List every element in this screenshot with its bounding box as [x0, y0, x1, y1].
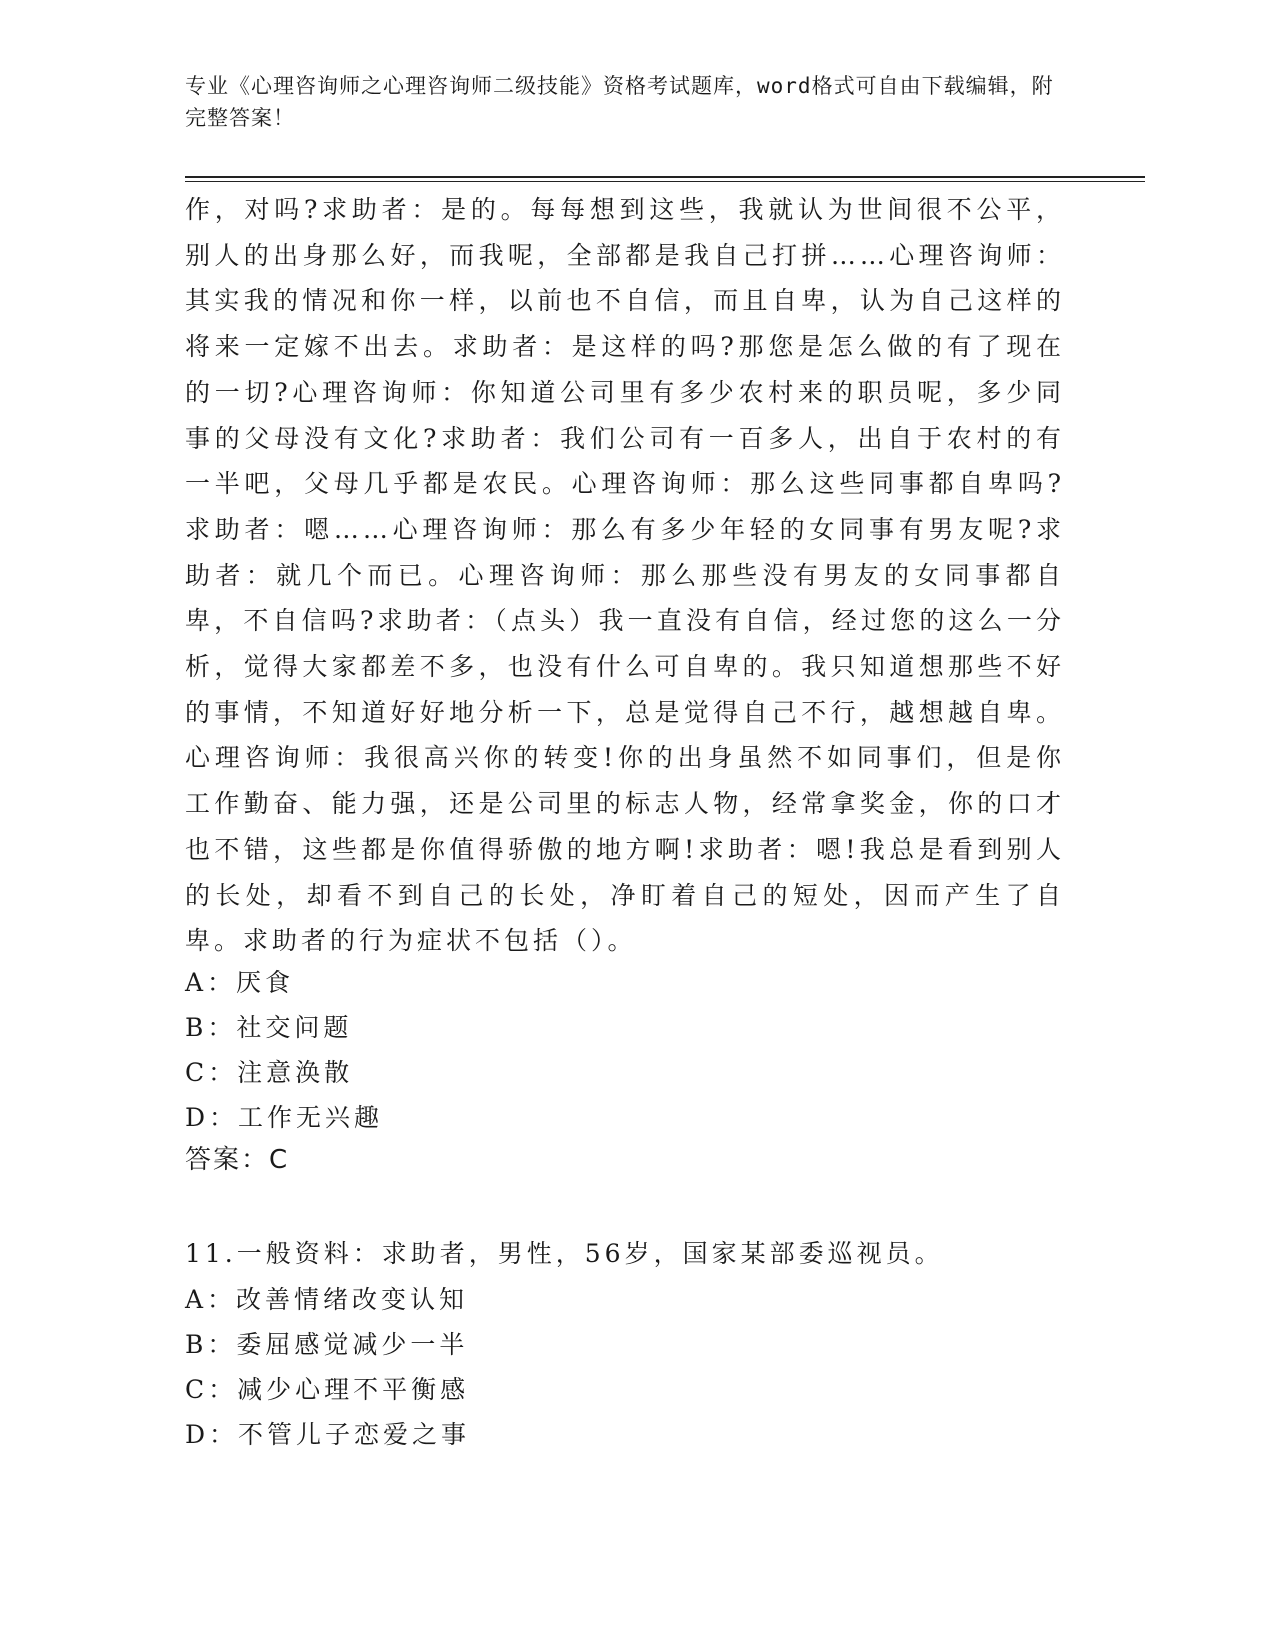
option-b: B：委屈感觉减少一半: [185, 1330, 469, 1359]
question-10-options: [185, 960, 1065, 1140]
option-a: A：厌食: [185, 968, 295, 997]
header-text: 专业《心理咨询师之心理咨询师二级技能》资格考试题库，word格式可自由下载编辑，附完整答案！: [185, 74, 1054, 130]
option-b: B：社交问题: [185, 1013, 353, 1042]
question-10-answer: 答案：C: [185, 1145, 290, 1175]
header-rule-thin: [185, 181, 1145, 182]
question-10-passage: [185, 187, 1065, 964]
document-header: [185, 70, 1065, 134]
question-11-options: [185, 1277, 1065, 1457]
passage-text: 作，对吗?求助者：是的。每每想到这些，我就认为世间很不公平，别人的出身那么好，而我呢，全部都是我自己打拼……心理咨询师：其实我的情况和你一样，以前也不自信，而且自卑，认为自己这样的将来一定嫁不出去。求助者：是这样的吗?那您是怎么做的有了现在的一切?心理咨询师：你知道公司里有多少农村来的职员呢，多少同事的父母没有文化?求助者：我们公司有一百多人，出自于农村的有一半吧，父母几乎都是农民。心理咨询师：那么这些同事都自卑吗?求助者：嗯……心理咨询师：那么有多少年轻的女同事有男友呢?求助者：就几个而已。心理咨询师：那么那些没有男友的女同事都自卑，不自信吗?求助者：（点头）我一直没有自信，经过您的这么一分析，觉得大家都差不多，也没有什么可自卑的。我只知道想那些不好的事情，不知道好好地分析一下，总是觉得自己不行，越想越自卑。心理咨询师：我很高兴你的转变!你的出身虽然不如同事们，但是你工作勤奋、能力强，还是公司里的标志人物，经常拿奖金，你的口才也不错，这些都是你值得骄傲的地方啊!求助者：嗯!我总是看到别人的长处，却看不到自己的长处，净盯着自己的短处，因而产生了自卑。求助者的行为症状不包括（）。: [185, 195, 1065, 956]
option-d: D：不管儿子恋爱之事: [185, 1420, 471, 1449]
header-rule-thick: [185, 176, 1145, 178]
option-c: C：注意涣散: [185, 1058, 354, 1087]
option-c: C：减少心理不平衡感: [185, 1375, 470, 1404]
option-a: A：改善情绪改变认知: [185, 1285, 469, 1314]
option-d: D：工作无兴趣: [185, 1103, 384, 1132]
question-11-title: 11.一般资料：求助者，男性，56岁，国家某部委巡视员。: [185, 1239, 944, 1268]
